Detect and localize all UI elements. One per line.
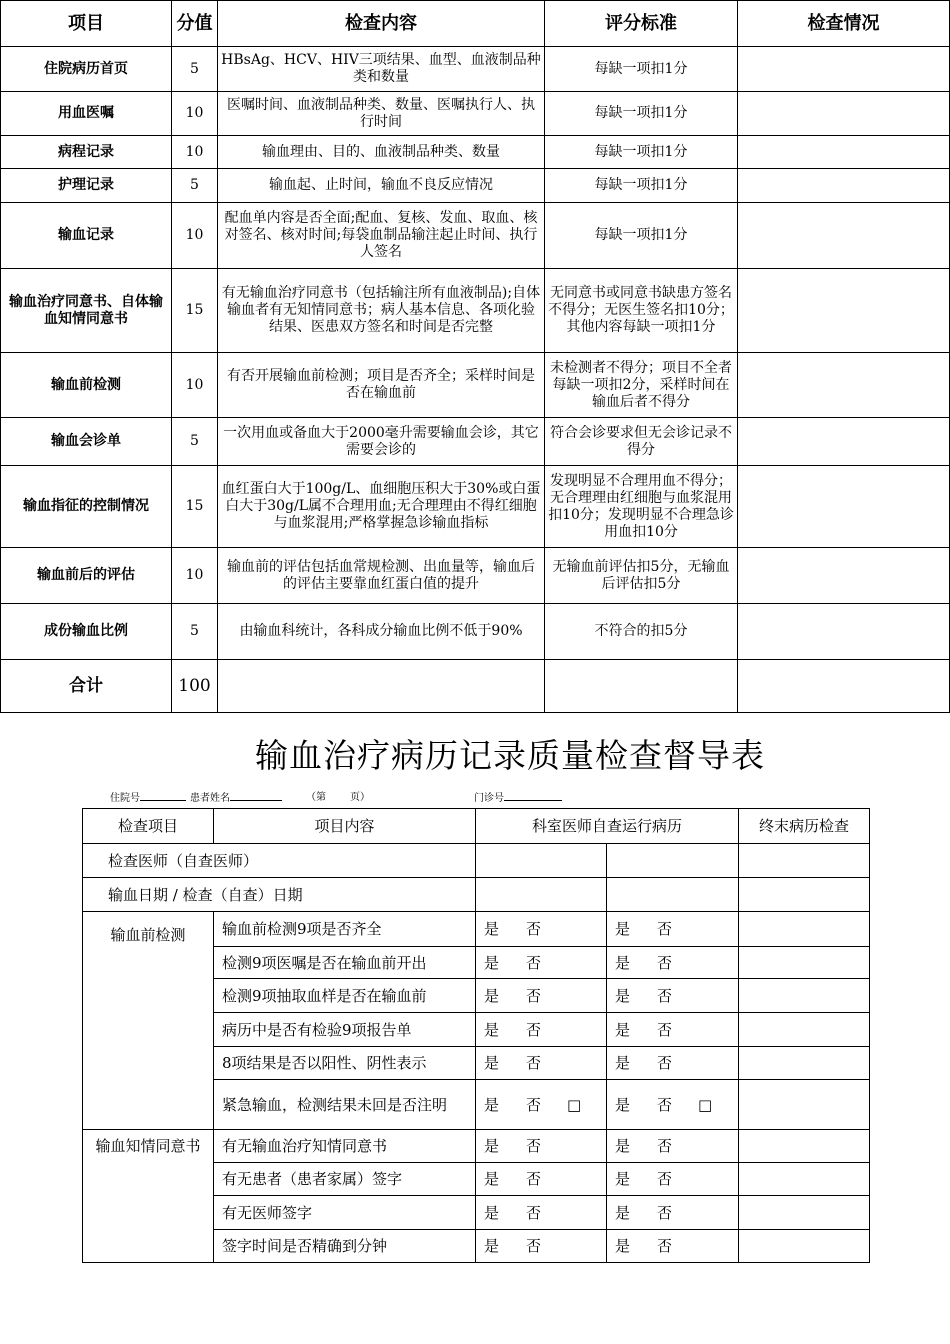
date-cell[interactable] (739, 878, 870, 912)
header-check-item: 检查项目 (83, 809, 214, 844)
no-option[interactable]: 否 (526, 1095, 542, 1114)
row-item: 输血治疗同意书、自体输血知情同意书 (1, 269, 172, 353)
row-content: 配血单内容是否全面;配血、复核、发血、取血、核对签名、核对时间;每袋血制品输注起止时间、执行人签名 (218, 203, 545, 269)
total-row (1, 660, 950, 713)
row-score: 10 (172, 203, 218, 269)
yes-option[interactable]: 是 (484, 1137, 500, 1155)
total-label: 合计 (1, 660, 172, 713)
table-row (1, 604, 950, 660)
self-check-answer[interactable] (476, 912, 607, 947)
self-check-answer[interactable] (607, 1080, 739, 1130)
scoring-header-row (1, 1, 950, 47)
row-item: 输血前检测 (1, 353, 172, 418)
row-content: 医嘱时间、血液制品种类、数量、医嘱执行人、执行时间 (218, 92, 545, 136)
yes-option[interactable]: 是 (615, 1020, 631, 1039)
self-check-answer[interactable] (476, 1080, 607, 1130)
no-option[interactable]: 否 (526, 1054, 542, 1072)
row-content: 输血理由、目的、血液制品种类、数量 (218, 136, 545, 169)
table-row (1, 418, 950, 466)
form-meta-line (110, 790, 810, 806)
check-item-label: 检测9项医嘱是否在输血前开出 (214, 947, 476, 979)
row-item: 输血记录 (1, 203, 172, 269)
row-status[interactable] (738, 466, 950, 548)
date-row (83, 878, 870, 912)
check-item-label: 有无输血治疗知情同意书 (214, 1130, 476, 1163)
total-standard (545, 660, 738, 713)
header-self-check: 科室医师自查运行病历 (476, 809, 739, 844)
no-option[interactable]: 否 (526, 920, 542, 938)
yes-option[interactable]: 是 (615, 1237, 631, 1255)
row-item: 护理记录 (1, 169, 172, 203)
row-status[interactable] (738, 353, 950, 418)
yes-option[interactable]: 是 (615, 1095, 631, 1114)
self-check-answer[interactable] (476, 1047, 607, 1080)
row-status[interactable] (738, 269, 950, 353)
self-check-answer[interactable] (476, 1196, 607, 1230)
no-option[interactable]: 否 (657, 920, 673, 938)
no-option[interactable]: 否 (657, 1054, 673, 1072)
row-content: 由输血科统计，各科成分输血比例不低于90% (218, 604, 545, 660)
row-score: 10 (172, 548, 218, 604)
patient-name-field[interactable] (190, 790, 282, 807)
row-standard: 每缺一项扣1分 (545, 47, 738, 92)
check-item-label: 输血前检测9项是否齐全 (214, 912, 476, 947)
patient-name-blank[interactable] (230, 790, 282, 801)
row-standard: 每缺一项扣1分 (545, 92, 738, 136)
checkbox-icon[interactable]: □ (698, 1095, 713, 1114)
no-option[interactable]: 否 (657, 1137, 673, 1155)
no-option[interactable]: 否 (657, 1020, 673, 1039)
row-score: 15 (172, 269, 218, 353)
self-check-answer[interactable] (476, 1013, 607, 1047)
row-score: 10 (172, 92, 218, 136)
header-final-check: 终末病历检查 (739, 809, 870, 844)
table-row (1, 47, 950, 92)
table-row (1, 269, 950, 353)
no-option[interactable]: 否 (657, 1095, 673, 1114)
inspection-table (82, 808, 870, 1263)
yes-option[interactable]: 是 (484, 1203, 500, 1222)
date-label: 输血日期 / 检查（自查）日期 (83, 878, 476, 912)
row-standard: 每缺一项扣1分 (545, 136, 738, 169)
check-item-label: 有无患者（患者家属）签字 (214, 1163, 476, 1196)
no-option[interactable]: 否 (526, 1237, 542, 1255)
row-standard: 无同意书或同意书缺患方签名不得分；无医生签名扣10分；其他内容每缺一项扣1分 (545, 269, 738, 353)
row-content: 有无输血治疗同意书（包括输注所有血液制品);自体输血者有无知情同意书；病人基本信息、各项化验结果、医患双方签名和时间是否完整 (218, 269, 545, 353)
row-score: 5 (172, 47, 218, 92)
final-check-cell[interactable] (739, 947, 870, 979)
final-check-cell[interactable] (739, 1130, 870, 1163)
check-item-label: 有无医师签字 (214, 1196, 476, 1230)
row-score: 10 (172, 136, 218, 169)
row-item: 用血医嘱 (1, 92, 172, 136)
date-cell[interactable] (476, 878, 607, 912)
patient-name-label: 患者姓名 (190, 793, 230, 804)
check-item-label: 8项结果是否以阳性、阴性表示 (214, 1047, 476, 1080)
table-row (1, 136, 950, 169)
doctor-row (83, 844, 870, 878)
table-row (1, 203, 950, 269)
row-item: 成份输血比例 (1, 604, 172, 660)
self-check-answer[interactable] (607, 1013, 739, 1047)
row-item: 病程记录 (1, 136, 172, 169)
no-option[interactable]: 否 (657, 1170, 673, 1188)
row-standard: 不符合的扣5分 (545, 604, 738, 660)
page-close-label: 页） (350, 792, 370, 803)
row-content: 输血前的评估包括血常规检测、出血量等，输血后的评估主要靠血红蛋白值的提升 (218, 548, 545, 604)
row-status[interactable] (738, 548, 950, 604)
admission-number-blank[interactable] (140, 790, 186, 801)
table-row (83, 1130, 870, 1163)
row-content: 有否开展输血前检测；项目是否齐全；采样时间是否在输血前 (218, 353, 545, 418)
row-score: 10 (172, 353, 218, 418)
check-item-label: 检测9项抽取血样是否在输血前 (214, 979, 476, 1013)
self-check-answer[interactable] (607, 1230, 739, 1263)
row-item: 输血前后的评估 (1, 548, 172, 604)
row-status[interactable] (738, 203, 950, 269)
check-item-label: 紧急输血，检测结果未回是否注明 (214, 1080, 476, 1130)
self-check-answer[interactable] (607, 1163, 739, 1196)
table-row (83, 912, 870, 947)
outpatient-number-label: 门诊号 (474, 793, 504, 804)
row-standard: 未检测者不得分；项目不全者每缺一项扣2分，采样时间在输血后者不得分 (545, 353, 738, 418)
header-item: 项目 (1, 1, 172, 47)
row-score: 5 (172, 604, 218, 660)
row-content: 输血起、止时间，输血不良反应情况 (218, 169, 545, 203)
row-status[interactable] (738, 47, 950, 92)
outpatient-number-field[interactable] (474, 790, 562, 807)
group-informed-consent: 输血知情同意书 (83, 1130, 214, 1263)
self-check-answer[interactable] (476, 1163, 607, 1196)
yes-option[interactable]: 是 (615, 1203, 631, 1222)
table-row (1, 169, 950, 203)
self-check-answer[interactable] (476, 1230, 607, 1263)
row-content: 一次用血或备血大于2000毫升需要输血会诊，其它需要会诊的 (218, 418, 545, 466)
row-standard: 发现明显不合理用血不得分；无合理理由红细胞与血浆混用扣10分；发现明显不合理急诊用血扣10分 (545, 466, 738, 548)
self-check-answer[interactable] (476, 979, 607, 1013)
header-status: 检查情况 (738, 1, 950, 47)
self-check-answer[interactable] (607, 1130, 739, 1163)
self-check-answer[interactable] (476, 1130, 607, 1163)
doctor-cell[interactable] (607, 844, 739, 878)
total-score: 100 (172, 660, 218, 713)
yes-option[interactable]: 是 (615, 1137, 631, 1155)
yes-option[interactable]: 是 (615, 1170, 631, 1188)
row-item: 住院病历首页 (1, 47, 172, 92)
row-standard: 每缺一项扣1分 (545, 169, 738, 203)
table-row (1, 548, 950, 604)
no-option[interactable]: 否 (657, 1203, 673, 1222)
table-row (1, 353, 950, 418)
row-status[interactable] (738, 418, 950, 466)
final-check-cell[interactable] (739, 1047, 870, 1080)
doctor-cell[interactable] (476, 844, 607, 878)
no-option[interactable]: 否 (526, 1020, 542, 1039)
row-score: 15 (172, 466, 218, 548)
no-option[interactable]: 否 (657, 986, 673, 1005)
row-standard: 符合会诊要求但无会诊记录不得分 (545, 418, 738, 466)
self-check-answer[interactable] (607, 947, 739, 979)
form-title: 输血治疗病历记录质量检查督导表 (255, 736, 765, 775)
no-option[interactable]: 否 (657, 953, 673, 972)
no-option[interactable]: 否 (526, 1137, 542, 1155)
outpatient-number-blank[interactable] (504, 790, 562, 801)
yes-option[interactable]: 是 (484, 986, 500, 1005)
row-status[interactable] (738, 136, 950, 169)
no-option[interactable]: 否 (526, 986, 542, 1005)
header-score: 分值 (172, 1, 218, 47)
yes-option[interactable]: 是 (484, 1020, 500, 1039)
row-standard: 无输血前评估扣5分，无输血后评估扣5分 (545, 548, 738, 604)
doctor-cell[interactable] (739, 844, 870, 878)
admission-number-field[interactable] (110, 790, 186, 807)
header-item-content: 项目内容 (214, 809, 476, 844)
self-check-answer[interactable] (607, 1196, 739, 1230)
final-check-cell[interactable] (739, 1196, 870, 1230)
yes-option[interactable]: 是 (484, 920, 500, 938)
checkbox-icon[interactable]: □ (567, 1095, 582, 1114)
date-cell[interactable] (607, 878, 739, 912)
self-check-answer[interactable] (607, 979, 739, 1013)
row-item: 输血会诊单 (1, 418, 172, 466)
final-check-cell[interactable] (739, 979, 870, 1013)
no-option[interactable]: 否 (526, 953, 542, 972)
yes-option[interactable]: 是 (484, 1054, 500, 1072)
yes-option[interactable]: 是 (484, 1170, 500, 1188)
total-content (218, 660, 545, 713)
no-option[interactable]: 否 (526, 1170, 542, 1188)
self-check-answer[interactable] (607, 1047, 739, 1080)
yes-option[interactable]: 是 (484, 1237, 500, 1255)
row-status[interactable] (738, 169, 950, 203)
self-check-answer[interactable] (476, 947, 607, 979)
page-number-field (306, 790, 370, 806)
row-status[interactable] (738, 92, 950, 136)
yes-option[interactable]: 是 (615, 953, 631, 972)
row-status[interactable] (738, 604, 950, 660)
row-item: 输血指征的控制情况 (1, 466, 172, 548)
yes-option[interactable]: 是 (615, 1054, 631, 1072)
page-open-label: （第 (306, 792, 326, 803)
total-status[interactable] (738, 660, 950, 713)
check-item-label: 病历中是否有检验9项报告单 (214, 1013, 476, 1047)
row-content: 血红蛋白大于100g/L、血细胞压积大于30%或白蛋白大于30g/L属不合理用血;无合理理由不得红细胞与血浆混用;严格掌握急诊输血指标 (218, 466, 545, 548)
admission-number-label: 住院号 (110, 793, 140, 804)
row-content: HBsAg、HCV、HIV三项结果、血型、血液制品种类和数量 (218, 47, 545, 92)
row-score: 5 (172, 169, 218, 203)
inspection-header-row (83, 809, 870, 844)
group-pretransfusion-test: 输血前检测 (83, 912, 214, 1130)
yes-option[interactable]: 是 (484, 953, 500, 972)
yes-option[interactable]: 是 (615, 920, 631, 938)
yes-option[interactable]: 是 (615, 986, 631, 1005)
final-check-cell[interactable] (739, 1080, 870, 1130)
header-content: 检查内容 (218, 1, 545, 47)
final-check-cell[interactable] (739, 1013, 870, 1047)
header-standard: 评分标准 (545, 1, 738, 47)
final-check-cell[interactable] (739, 912, 870, 947)
no-option[interactable]: 否 (657, 1237, 673, 1255)
final-check-cell[interactable] (739, 1163, 870, 1196)
check-item-label: 签字时间是否精确到分钟 (214, 1230, 476, 1263)
yes-option[interactable]: 是 (484, 1095, 500, 1114)
row-score: 5 (172, 418, 218, 466)
table-row (1, 466, 950, 548)
doctor-label: 检查医师（自查医师） (83, 844, 476, 878)
table-row (1, 92, 950, 136)
no-option[interactable]: 否 (526, 1203, 542, 1222)
row-standard: 每缺一项扣1分 (545, 203, 738, 269)
self-check-answer[interactable] (607, 912, 739, 947)
final-check-cell[interactable] (739, 1230, 870, 1263)
